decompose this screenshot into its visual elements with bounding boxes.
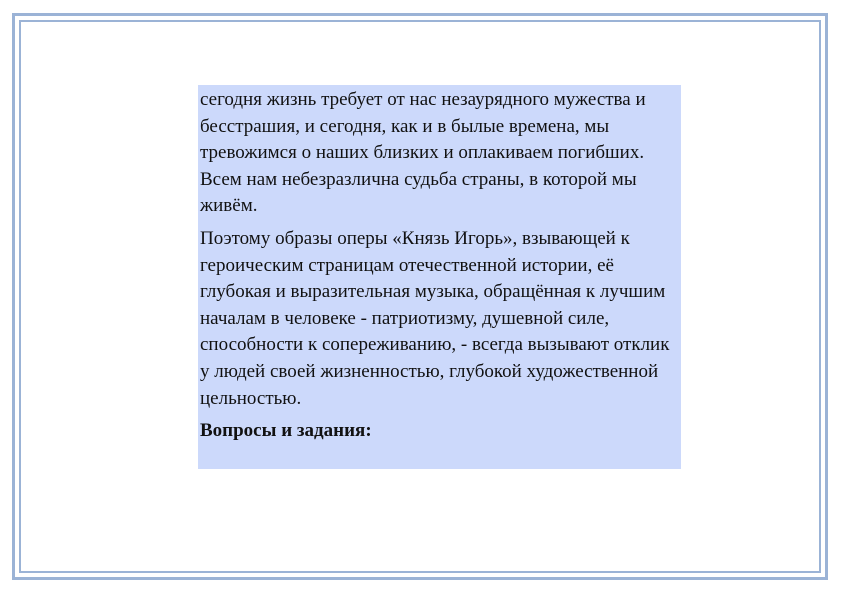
paragraph-2: Поэтому образы оперы «Князь Игорь», взывающей к героическим страницам отечественной истории, её глубокая и выразительная музыка, обращённая к лучшим началам в человеке - патриотизму, душевной силе, способности к сопереживанию, - всегда вызывают отклик у людей своей жизненностью, глубокой художественной цельностью.	[200, 227, 670, 409]
text-block	[198, 85, 681, 469]
paragraph-1: сегодня жизнь требует от нас незаурядного мужества и бесстрашия, и сегодня, как и в былые времена, мы тревожимся о наших близких и оплакиваем погибших. Всем нам небезразлична судьба страны, в которой мы живём.	[200, 89, 646, 217]
questions-heading: Вопросы и задания:	[200, 420, 372, 442]
